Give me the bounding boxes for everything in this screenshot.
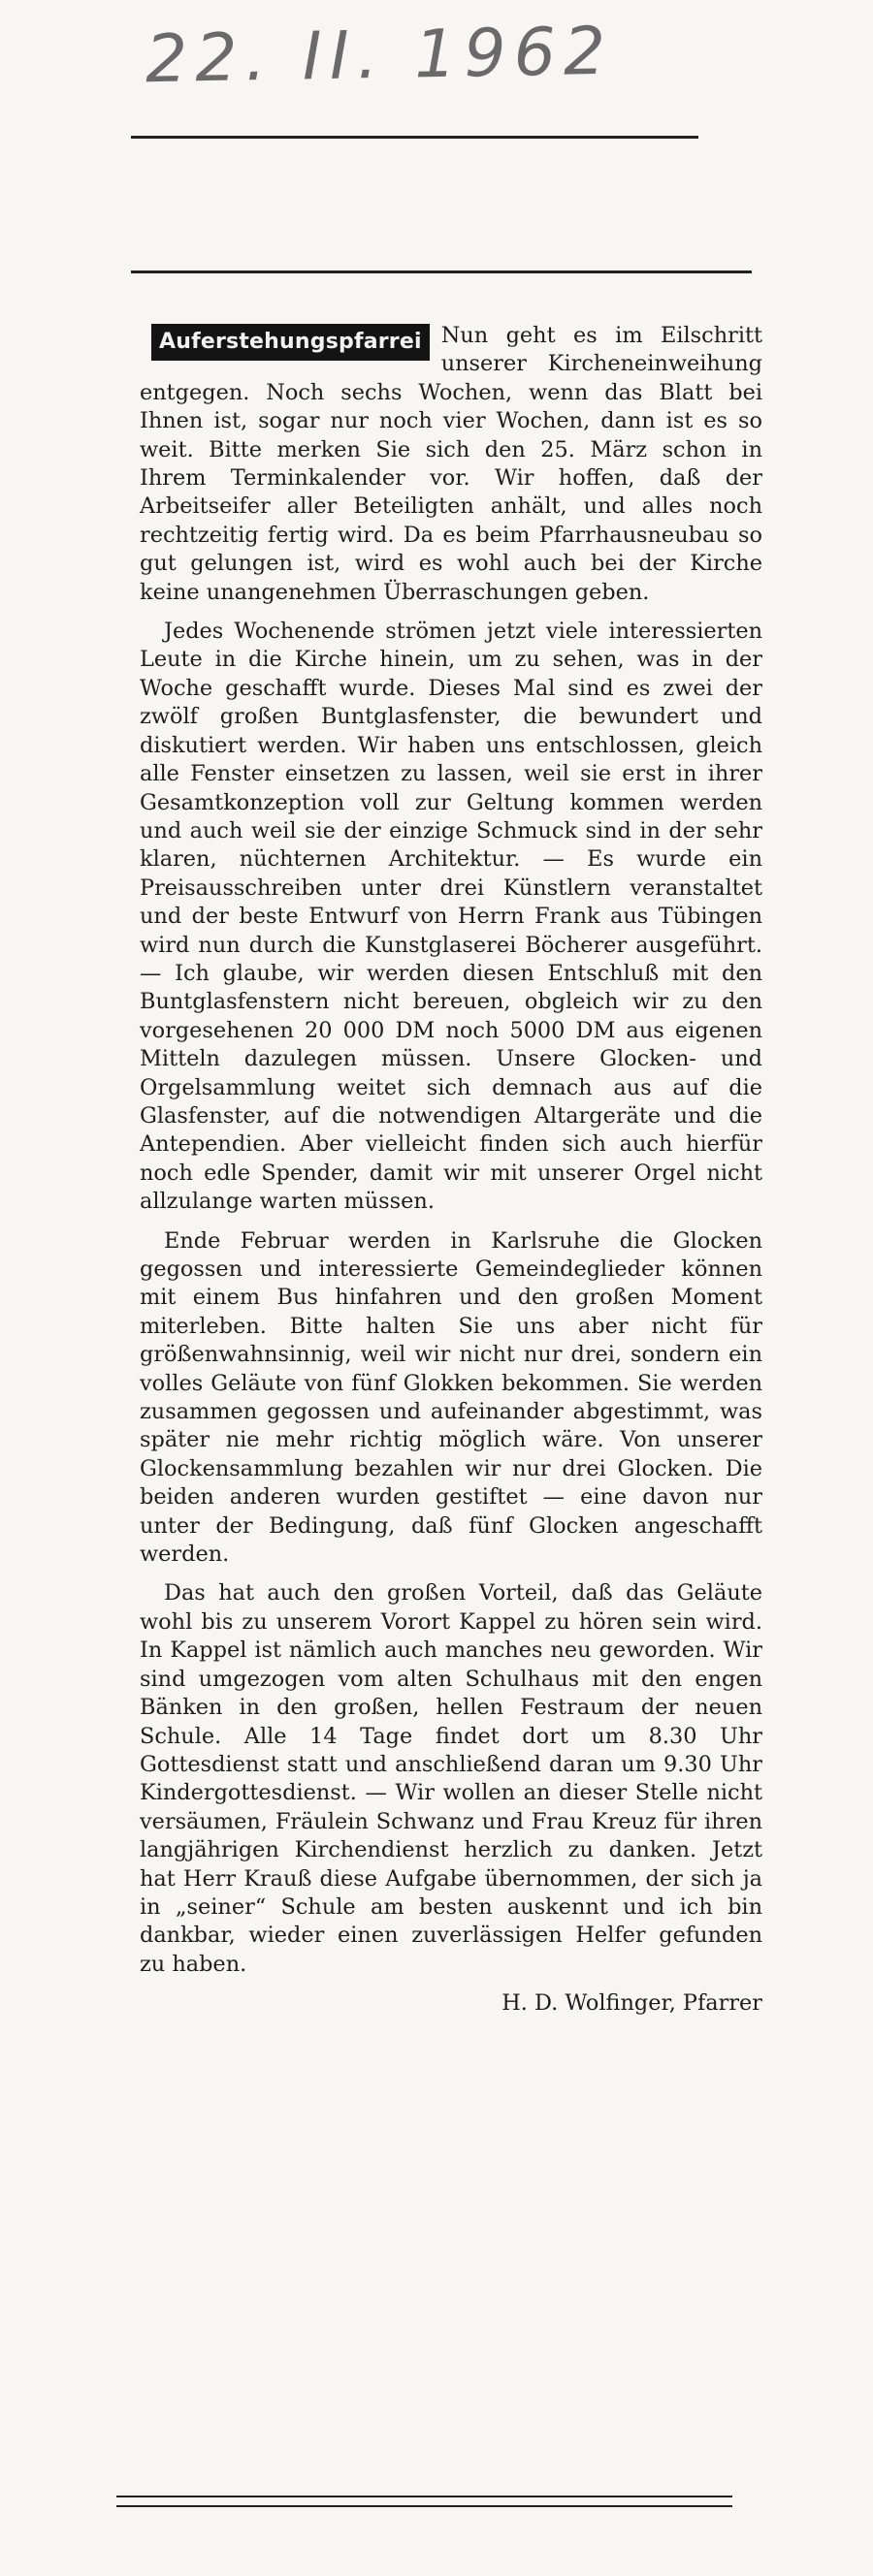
paragraph-1-text: Nun geht es im Eilschritt unserer Kircheneinweihung entgegen. Noch sechs Wochen, wenn das Blatt bei Ihnen ist, sogar nur noch vier Wochen, dann ist es so weit. Bitte merken Sie sich den 25. März schon in Ihrem Terminkalender vor. Wir hoffen, daß der Arbeitseifer aller Beteiligten anhält, und alles noch rechtzeitig fertig wird. Da es beim Pfarrhausneubau so gut gelungen ist, wird es wohl auch bei der Kirche keine unangenehmen Überraschungen geben. <box>140 323 762 605</box>
article-paragraph-2: Jedes Wochenende strömen jetzt viele interessierten Leute in die Kirche hinein, um zu sehen, was in der Woche geschafft wurde. Dieses Mal sind es zwei der zwölf großen Buntglasfenster, die bewundert und diskutiert werden. Wir haben uns entschlossen, gleich alle Fenster einsetzen zu lassen, weil sie erst in ihrer Gesamtkonzeption voll zur Geltung kommen werden und auch weil sie der einzige Schmuck sind in der sehr klaren, nüchternen Architektur. — Es wurde ein Preisausschreiben unter drei Künstlern veranstaltet und der beste Entwurf von Herrn Frank aus Tübingen wird nun durch die Kunstglaserei Böcherer ausgeführt. — Ich glaube, wir werden diesen Entschluß mit den Buntglasfenstern nicht bereuen, obgleich wir zu den vorgesehenen 20 000 DM noch 5000 DM aus eigenen Mitteln dazulegen müssen. Unsere Glocken- und Orgelsammlung weitet sich demnach aus auf die Glasfenster, auf die notwendigen Altargeräte und die Antependien. Aber vielleicht finden sich auch hierfür noch edle Spender, damit wir mit unserer Orgel nicht allzulange warten müssen. <box>140 619 762 1215</box>
bottom-double-rule-lower <box>116 2505 732 2507</box>
article-paragraph-1 <box>140 322 762 607</box>
article-column <box>140 322 762 2019</box>
article-signature: H. D. Wolfinger, Pfarrer <box>501 1990 762 2017</box>
top-divider-line <box>131 136 698 139</box>
article-paragraph-4: Das hat auch den großen Vorteil, daß das Geläute wohl bis zu unserem Vorort Kappel zu hören sein wird. In Kappel ist nämlich auch manches neu geworden. Wir sind umgezogen vom alten Schulhaus mit den engen Bänken in den großen, hellen Festraum der neuen Schule. Alle 14 Tage findet dort um 8.30 Uhr Gottesdienst statt und anschließend daran um 9.30 Uhr Kindergottesdienst. — Wir wollen an dieser Stelle nicht versäumen, Fräulein Schwanz und Frau Kreuz für ihren langjährigen Kirchendienst herzlich zu danken. Jetzt hat Herr Krauß diese Aufgabe übernommen, der sich ja in „seiner“ Schule am besten auskennt und ich bin dankbar, wieder einen zuverlässigen Helfer gefunden zu haben. <box>140 1580 762 1977</box>
article-heading: Auferstehungspfarrei <box>151 324 430 361</box>
bottom-double-rule-upper <box>116 2496 732 2497</box>
handwritten-date: 22. II. 1962 <box>145 13 614 99</box>
column-top-rule <box>131 270 752 273</box>
article-paragraph-3: Ende Februar werden in Karlsruhe die Glocken gegossen und interessierte Gemeindeglieder können mit einem Bus hinfahren und den großen Moment miterleben. Bitte halten Sie uns aber nicht für größenwahnsinnig, weil wir nicht nur drei, sondern ein volles Geläute von fünf Glokken bekommen. Sie werden zusammen gegossen und aufeinander abgestimmt, was später nie mehr richtig möglich wäre. Von unserer Glockensammlung bezahlen wir nur drei Glocken. Die beiden anderen wurden gestiftet — eine davon nur unter der Bedingung, daß fünf Glocken angeschafft werden. <box>140 1227 762 1568</box>
